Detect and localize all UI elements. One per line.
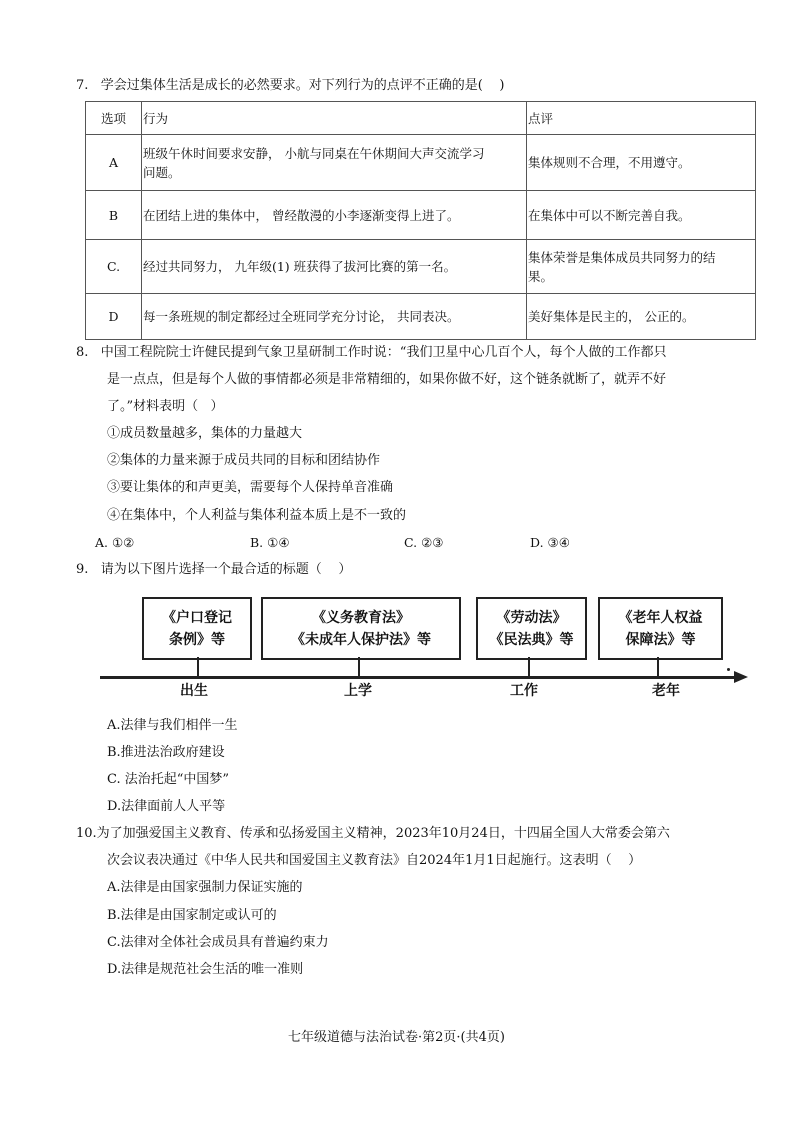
question-8-line-1: 8. 中国工程院院士许健民提到气象卫星研制工作时说：“我们卫星中心几百个人，每个人做的工作都只 bbox=[76, 345, 667, 360]
timeline-tick bbox=[197, 657, 199, 677]
timeline-box-birth bbox=[142, 597, 252, 660]
box-line: 《未成年人保护法》等 bbox=[291, 631, 431, 648]
behavior-line: 班级午休时间要求安静， 小航与同桌在午休期间大声交流学习 bbox=[143, 145, 485, 161]
row-comment: 在集体中可以不断完善自我。 bbox=[527, 191, 756, 240]
row-behavior: 经过共同努力， 九年级(1) 班获得了拔河比赛的第一名。 bbox=[142, 240, 527, 294]
question-9-option-b[interactable]: B.推进法治政府建设 bbox=[107, 745, 225, 760]
question-9-option-c[interactable]: C. 法治托起“中国梦” bbox=[107, 772, 230, 787]
box-line: 保障法》等 bbox=[625, 631, 696, 648]
row-comment: 美好集体是民主的， 公正的。 bbox=[527, 294, 756, 340]
timeline-tick bbox=[657, 657, 659, 677]
question-10-option-a[interactable]: A.法律是由国家强制力保证实施的 bbox=[107, 880, 303, 895]
question-8-item: ②集体的力量来源于成员共同的目标和团结协作 bbox=[107, 453, 381, 468]
question-9-option-d[interactable]: D.法律面前人人平等 bbox=[107, 799, 226, 814]
header-behavior: 行为 bbox=[142, 102, 527, 135]
page-footer: 七年级道德与法治试卷·第2页·(共4页) bbox=[288, 1030, 505, 1045]
row-comment bbox=[527, 240, 756, 294]
question-10-line-2: 次会议表决通过《中华人民共和国爱国主义教育法》自2024年1月1日起施行。这表明（ ） bbox=[107, 853, 642, 868]
box-line: 《义务教育法》 bbox=[312, 609, 410, 626]
question-8-item: ①成员数量越多，集体的力量越大 bbox=[107, 426, 303, 441]
choice-a[interactable]: A. ①② bbox=[95, 535, 135, 550]
table-row bbox=[86, 294, 756, 340]
box-line: 《劳动法》 bbox=[496, 609, 567, 626]
timeline-tick bbox=[358, 657, 360, 677]
question-7-stem: 7. 学会过集体生活是成长的必然要求。对下列行为的点评不正确的是( ) bbox=[76, 78, 505, 93]
table-row bbox=[86, 240, 756, 294]
comment-line: 果。 bbox=[528, 268, 554, 284]
question-9-option-a[interactable]: A.法律与我们相伴一生 bbox=[107, 718, 238, 733]
comment-line: 集体荣誉是集体成员共同努力的结 bbox=[528, 249, 716, 265]
question-10-option-c[interactable]: C.法律对全体社会成员具有普遍约束力 bbox=[107, 935, 329, 950]
box-line: 《民法典》等 bbox=[489, 631, 574, 648]
timeline-tick bbox=[528, 657, 530, 677]
row-option: B bbox=[86, 191, 142, 240]
row-option: A bbox=[86, 135, 142, 191]
table-row bbox=[86, 191, 756, 240]
question-7-table bbox=[85, 101, 756, 340]
box-line: 《老年人权益 bbox=[618, 609, 703, 626]
table-row bbox=[86, 135, 756, 191]
box-line: 《户口登记 bbox=[162, 609, 232, 626]
choice-b[interactable]: B. ①④ bbox=[250, 535, 290, 550]
row-behavior: 每一条班规的制定都经过全班同学充分讨论， 共同表决。 bbox=[142, 294, 527, 340]
timeline-box-school bbox=[261, 597, 461, 660]
row-behavior: 在团结上进的集体中， 曾经散漫的小李逐渐变得上进了。 bbox=[142, 191, 527, 240]
header-comment: 点评 bbox=[527, 102, 756, 135]
question-10-line-1: 10.为了加强爱国主义教育、传承和弘扬爱国主义精神，2023年10月24日，十四届全国人大常委会第六 bbox=[76, 826, 670, 841]
choice-d[interactable]: D. ③④ bbox=[530, 535, 570, 550]
header-option: 选项 bbox=[86, 102, 142, 135]
question-10-option-d[interactable]: D.法律是规范社会生活的唯一准则 bbox=[107, 962, 304, 977]
stage-label-school: 上学 bbox=[344, 683, 372, 699]
row-comment: 集体规则不合理，不用遵守。 bbox=[527, 135, 756, 191]
question-8-item: ③要让集体的和声更美，需要每个人保持单音准确 bbox=[107, 480, 394, 495]
table-header-row bbox=[86, 102, 756, 135]
behavior-line: 问题。 bbox=[143, 164, 181, 180]
stage-label-work: 工作 bbox=[510, 683, 538, 699]
timeline-axis bbox=[100, 676, 740, 679]
timeline-box-work bbox=[476, 597, 587, 660]
row-option: D bbox=[86, 294, 142, 340]
row-option: C. bbox=[86, 240, 142, 294]
question-8-line-2: 是一点点，但是每个人做的事情都必须是非常精细的，如果你做不好，这个链条就断了，就弄不好 bbox=[107, 372, 667, 387]
stage-label-birth: 出生 bbox=[180, 683, 208, 699]
box-line: 条例》等 bbox=[169, 631, 225, 648]
question-8-line-3: 了。”材料表明（ ） bbox=[107, 399, 224, 414]
arrow-right-icon bbox=[734, 671, 748, 683]
timeline-box-old-age bbox=[598, 597, 723, 660]
row-behavior bbox=[142, 135, 527, 191]
choice-c[interactable]: C. ②③ bbox=[404, 535, 444, 550]
stage-label-old-age: 老年 bbox=[652, 683, 680, 699]
dot-icon bbox=[727, 668, 730, 671]
question-10-option-b[interactable]: B.法律是由国家制定或认可的 bbox=[107, 908, 277, 923]
question-8-item: ④在集体中，个人利益与集体利益本质上是不一致的 bbox=[107, 508, 407, 523]
question-9-stem: 9. 请为以下图片选择一个最合适的标题（ ） bbox=[76, 562, 352, 577]
